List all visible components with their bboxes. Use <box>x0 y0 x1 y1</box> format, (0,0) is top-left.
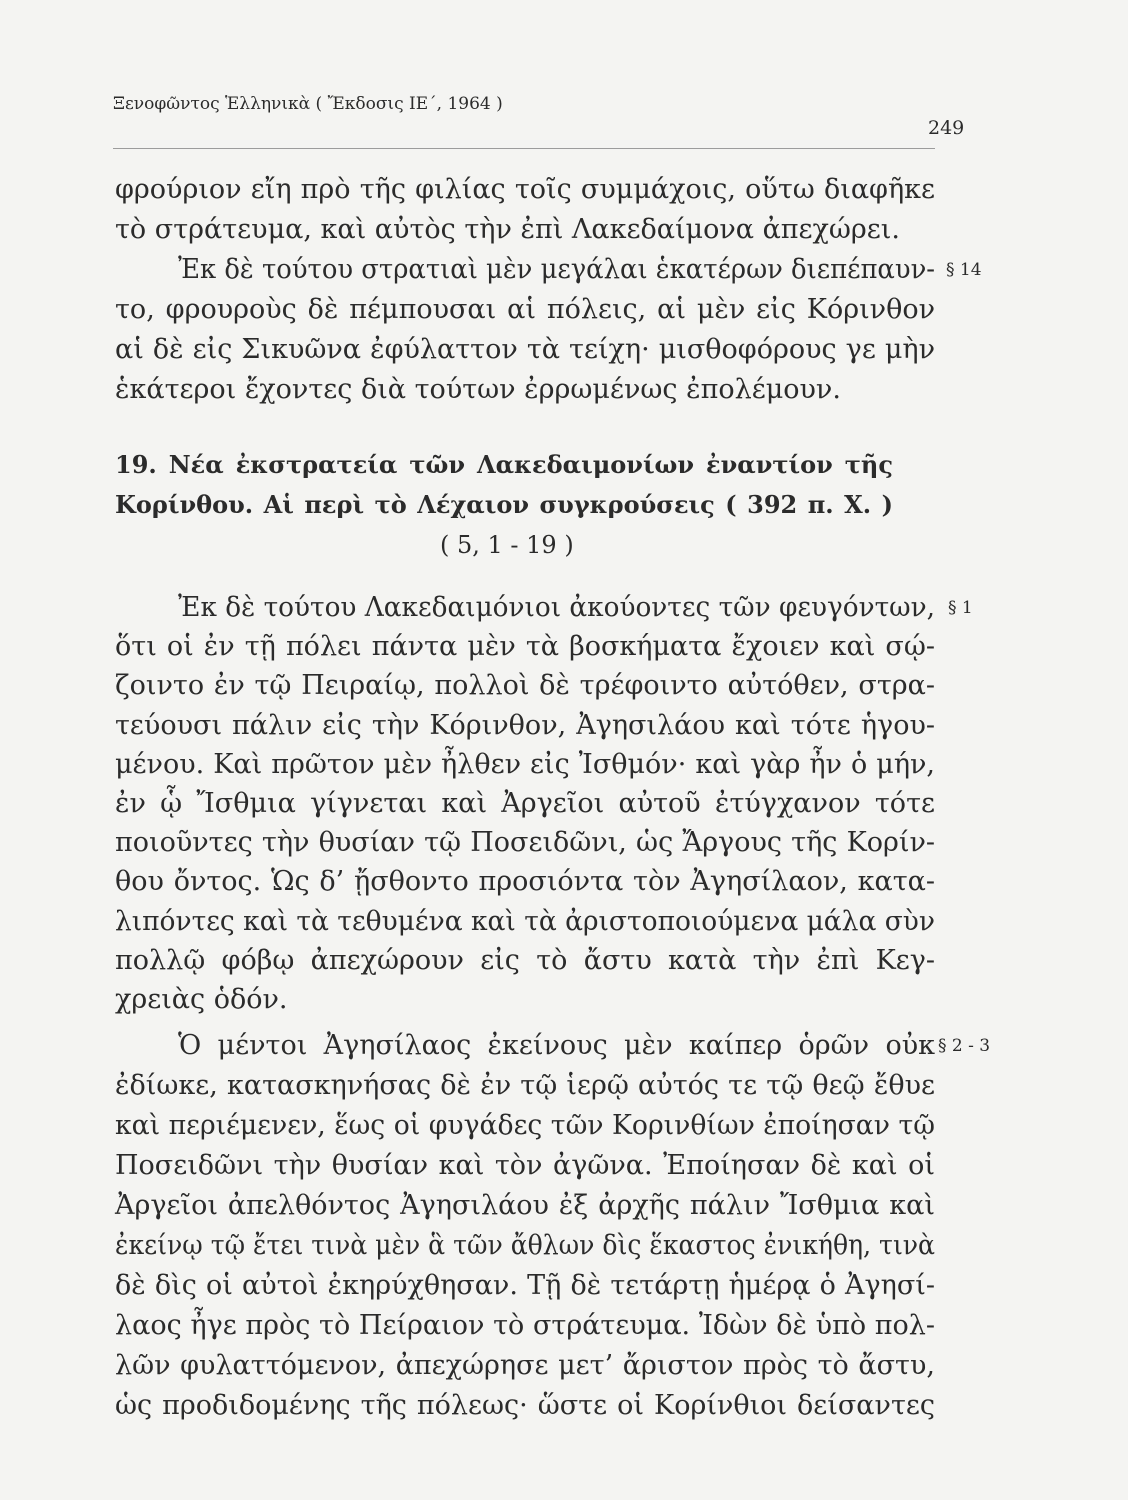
chapter-reference: ( 5, 1 - 19 ) <box>440 531 574 559</box>
margin-note-section: § 14 <box>946 260 982 280</box>
text-line: θου ὄντος. Ὡς δ’ ᾔσθοντο προσιόντα τὸν Ἀγησίλαον, κατα- <box>115 866 935 898</box>
header-rule <box>113 148 935 149</box>
text-line: πολλῷ φόβῳ ἀπεχώρουν εἰς τὸ ἄστυ κατὰ τὴν ἐπὶ Κεγ- <box>115 944 935 976</box>
text-line: χρειὰς ὁδόν. <box>115 983 288 1015</box>
text-line: ἐκείνῳ τῷ ἔτει τινὰ μὲν ἃ τῶν ἄθλων δὶς ἕκαστος ἐνικήθη, τινὰ <box>115 1230 935 1261</box>
text-line: το, φρουροὺς δὲ πέμπουσαι αἱ πόλεις, αἱ μὲν εἰς Κόρινθον <box>115 294 935 325</box>
text-line: ποιοῦντες τὴν θυσίαν τῷ Ποσειδῶνι, ὡς Ἄργους τῆς Κορίν- <box>115 827 935 859</box>
text-line: ὡς προδιδομένης τῆς πόλεως· ὥστε οἱ Κορίνθιοι δείσαντες <box>115 1390 935 1421</box>
text-line: φρούριον εἴη πρὸ τῆς φιλίας τοῖς συμμάχοις, οὕτω διαφῆκε <box>115 174 935 205</box>
top-text-block <box>115 170 935 410</box>
text-line: δὲ δὶς οἱ αὐτοὶ ἐκηρύχθησαν. Τῇ δὲ τετάρτῃ ἡμέρᾳ ὁ Ἀγησί- <box>115 1270 935 1301</box>
text-line: λαος ἦγε πρὸς τὸ Πείραιον τὸ στράτευμα. Ἰδὼν δὲ ὑπὸ πολ- <box>115 1310 935 1341</box>
page-number: 249 <box>928 117 965 139</box>
running-title: Ξενοφῶντος Ἑλληνικὰ ( Ἔκδοσις ΙΕ΄, 1964 ) <box>113 94 503 114</box>
text-line: Ἀργεῖοι ἀπελθόντος Ἀγησιλάου ἐξ ἀρχῆς πάλιν Ἴσθμια καὶ <box>115 1190 935 1221</box>
heading-line: 19. Νέα ἐκστρατεία τῶν Λακεδαιμονίων ἐναντίον τῆς <box>115 450 893 479</box>
text-line: λῶν φυλαττόμενον, ἀπεχώρησε μετ’ ἄριστον πρὸς τὸ ἄστυ, <box>115 1350 935 1381</box>
text-line: ζοιντο ἐν τῷ Πειραίῳ, πολλοὶ δὲ τρέφοιντο αὐτόθεν, στρα- <box>115 670 935 702</box>
text-line: λιπόντες καὶ τὰ τεθυμένα καὶ τὰ ἀριστοποιούμενα μάλα σὺν <box>115 905 935 937</box>
text-line: καὶ περιέμενεν, ἕως οἱ φυγάδες τῶν Κορινθίων ἐποίησαν τῷ <box>115 1110 935 1141</box>
text-line: Ὁ μέντοι Ἀγησίλαος ἐκείνους μὲν καίπερ ὁρῶν οὐκ <box>178 1030 935 1061</box>
text-line: μένου. Καὶ πρῶτον μὲν ἦλθεν εἰς Ἰσθμόν· καὶ γὰρ ἦν ὁ μήν, <box>115 748 935 780</box>
margin-note-section: § 2 - 3 <box>938 1036 991 1056</box>
heading-line: Κορίνθου. Αἱ περὶ τὸ Λέχαιον συγκρούσεις ( 392 π. Χ. ) <box>115 490 893 519</box>
text-line: τὸ στράτευμα, καὶ αὐτὸς τὴν ἐπὶ Λακεδαίμονα ἀπεχώρει. <box>115 214 900 245</box>
text-line: τεύουσι πάλιν εἰς τὴν Κόρινθον, Ἀγησιλάου καὶ τότε ἡγου- <box>115 709 935 741</box>
text-line: ἐν ᾧ Ἴσθμια γίγνεται καὶ Ἀργεῖοι αὐτοῦ ἐτύγχανον τότε <box>115 787 935 819</box>
margin-note-section: § 1 <box>948 598 973 618</box>
text-line: Ἐκ δὲ τούτου στρατιαὶ μὲν μεγάλαι ἑκατέρων διεπέπαυν- <box>178 254 935 285</box>
text-line: Ποσειδῶνι τὴν θυσίαν καὶ τὸν ἀγῶνα. Ἐποίησαν δὲ καὶ οἱ <box>115 1150 935 1181</box>
chapter-heading <box>115 445 893 525</box>
paragraph-section-2-3 <box>115 1026 935 1426</box>
text-line: αἱ δὲ εἰς Σικυῶνα ἐφύλαττον τὰ τείχη· μισθοφόρους γε μὴν <box>115 334 935 365</box>
paragraph-section-1 <box>115 588 935 1019</box>
text-line: ὅτι οἱ ἐν τῇ πόλει πάντα μὲν τὰ βοσκήματα ἔχοιεν καὶ σῴ- <box>115 631 935 663</box>
text-line: Ἐκ δὲ τούτου Λακεδαιμόνιοι ἀκούοντες τῶν φευγόντων, <box>178 592 935 623</box>
text-line: ἑκάτεροι ἔχοντες διὰ τούτων ἐρρωμένως ἐπολέμουν. <box>115 374 841 405</box>
text-line: ἐδίωκε, κατασκηνήσας δὲ ἐν τῷ ἱερῷ αὐτός τε τῷ θεῷ ἔθυε <box>115 1070 935 1101</box>
